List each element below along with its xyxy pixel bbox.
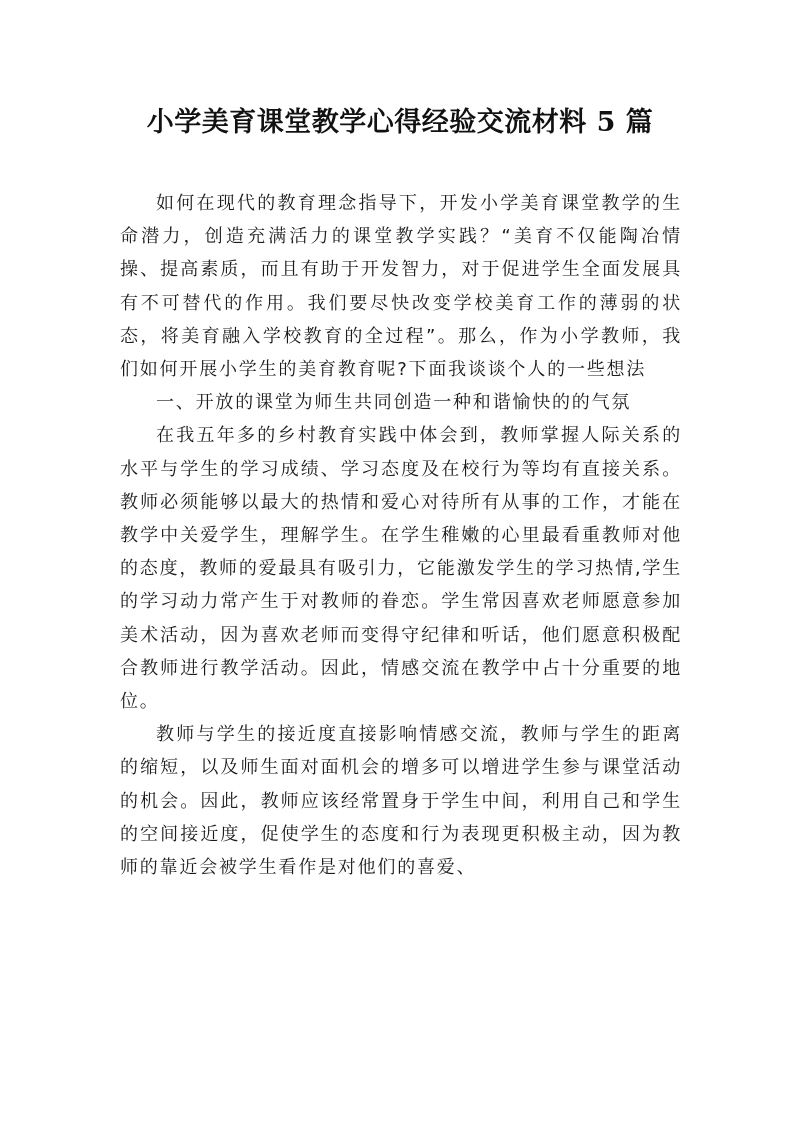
- document-title: 小学美育课堂教学心得经验交流材料 5 篇: [146, 107, 654, 138]
- section-heading: 一、开放的课堂为师生共同创造一种和谐愉快的的气氛: [156, 392, 632, 414]
- paragraph-proximity: 教师与学生的接近度直接影响情感交流，教师与学生的距离的缩短，以及师生面对面机会的增多可以增进学生参与课堂活动的机会。因此，教师应该经常置身于学生中间，利用自己和学生的空间接近度，促使学生的态度和行为表现更积极主动，因为教师的靠近会被学生看作是对他们的喜爱、: [120, 724, 682, 879]
- paragraph-intro: 如何在现代的教育理念指导下，开发小学美育课堂教学的生命潜力，创造充满活力的课堂教学实践？“美育不仅能陶冶情操、提高素质，而且有助于开发智力，对于促进学生全面发展具有不可替代的作用。我们要尽快改变学校美育工作的薄弱的状态，将美育融入学校教育的全过程”。那么，作为小学教师，我们如何开展小学生的美育教育呢?下面我谈谈个人的一些想法: [120, 193, 682, 381]
- document-body: [120, 187, 682, 884]
- paragraph-relationship: 在我五年多的乡村教育实践中体会到，教师掌握人际关系的水平与学生的学习成绩、学习态度及在校行为等均有直接关系。教师必须能够以最大的热情和爱心对待所有从事的工作，才能在教学中关爱学生，理解学生。在学生稚嫩的心里最看重教师对他的态度，教师的爱最具有吸引力，它能激发学生的学习热情,学生的学习动力常产生于对教师的眷恋。学生常因喜欢老师愿意参加美术活动，因为喜欢老师而变得守纪律和听话，他们愿意积极配合教师进行教学活动。因此，情感交流在教学中占十分重要的地位。: [120, 425, 682, 713]
